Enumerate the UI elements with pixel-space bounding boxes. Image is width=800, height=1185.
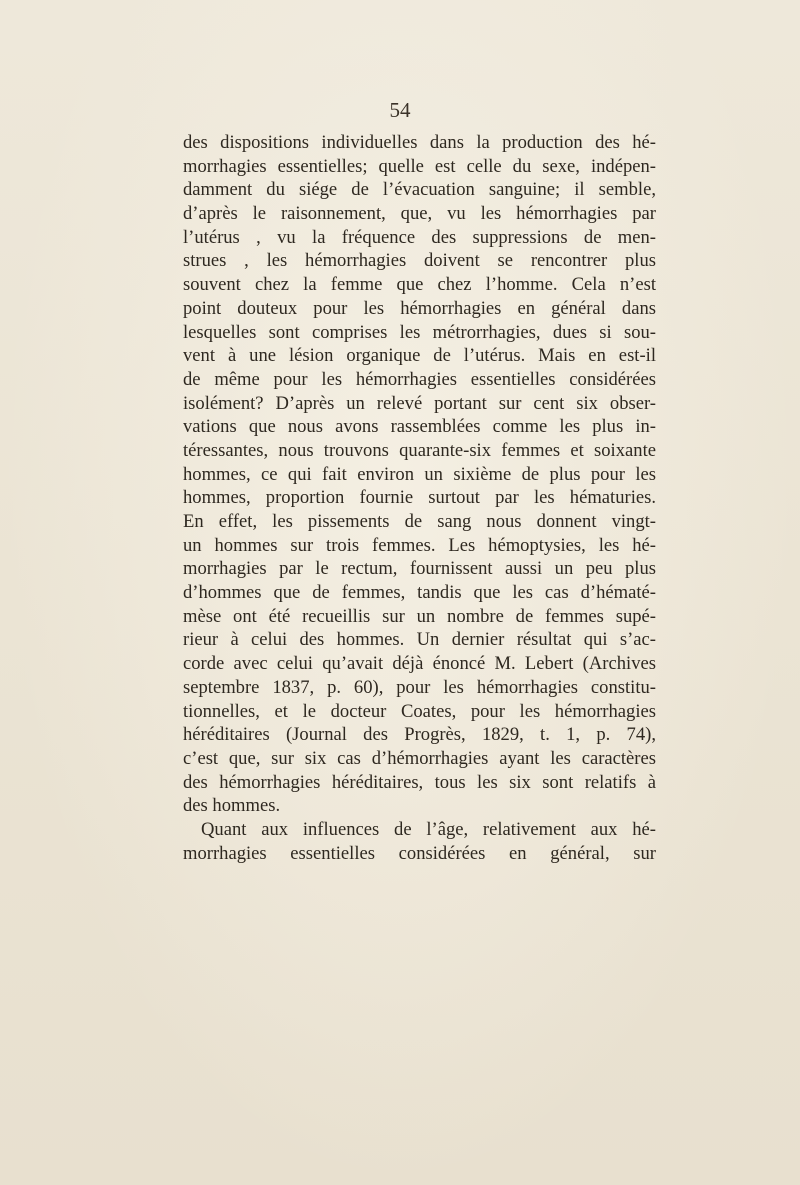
text-line: corde avec celui qu’avait déjà énoncé M. Lebert (Archives bbox=[183, 653, 656, 675]
text-line: Quant aux influences de l’âge, relativement aux hé- bbox=[201, 818, 656, 840]
text-line: des hémorrhagies héréditaires, tous les six sont relatifs à bbox=[183, 771, 656, 793]
text-line: téressantes, nous trouvons quarante-six femmes et soixante bbox=[183, 439, 656, 461]
text-line: c’est que, sur six cas d’hémorrhagies ayant les caractères bbox=[183, 747, 656, 769]
page-number: 54 bbox=[389, 98, 411, 122]
text-line: des hommes. bbox=[183, 795, 281, 817]
text-line: des dispositions individuelles dans la production des hé- bbox=[183, 132, 656, 153]
text-line: mèse ont été recueillis sur un nombre de femmes supé- bbox=[183, 605, 656, 627]
text-line: héréditaires (Journal des Progrès, 1829, t. 1, p. 74), bbox=[183, 724, 656, 746]
text-line: l’utérus , vu la fréquence des suppressions de men- bbox=[183, 226, 656, 248]
text-line: un hommes sur trois femmes. Les hémoptysies, les hé- bbox=[183, 534, 656, 556]
text-line: morrhagies essentielles considérées en général, sur bbox=[183, 842, 656, 864]
text-line: strues , les hémorrhagies doivent se rencontrer plus bbox=[183, 250, 656, 272]
text-line: de même pour les hémorrhagies essentielles considérées bbox=[183, 368, 656, 390]
text-line: d’après le raisonnement, que, vu les hémorrhagies par bbox=[183, 203, 656, 225]
text-line: point douteux pour les hémorrhagies en général dans bbox=[183, 297, 656, 319]
text-line: vent à une lésion organique de l’utérus. Mais en est-il bbox=[183, 345, 656, 367]
text-line: septembre 1837, p. 60), pour les hémorrhagies constitu- bbox=[183, 676, 656, 698]
text-line: morrhagies essentielles; quelle est celle du sexe, indépen- bbox=[183, 155, 656, 177]
text-line: d’hommes que de femmes, tandis que les cas d’hématé- bbox=[183, 582, 656, 604]
text-line: hommes, proportion fournie surtout par les hématuries. bbox=[183, 487, 656, 509]
text-line: lesquelles sont comprises les métrorrhagies, dues si sou- bbox=[183, 321, 656, 343]
text-line: hommes, ce qui fait environ un sixième de plus pour les bbox=[183, 463, 656, 485]
body-text bbox=[183, 131, 656, 865]
text-line: damment du siége de l’évacuation sanguine; il semble, bbox=[183, 179, 656, 201]
text-line: tionnelles, et le docteur Coates, pour les hémorrhagies bbox=[183, 700, 656, 722]
text-line: morrhagies par le rectum, fournissent aussi un peu plus bbox=[183, 558, 656, 580]
text-line: En effet, les pissements de sang nous donnent vingt- bbox=[183, 511, 656, 532]
text-line: isolément? D’après un relevé portant sur cent six obser- bbox=[183, 392, 656, 414]
text-line: vations que nous avons rassemblées comme les plus in- bbox=[183, 416, 656, 438]
text-line: rieur à celui des hommes. Un dernier résultat qui s’ac- bbox=[183, 629, 656, 651]
text-line: souvent chez la femme que chez l’homme. Cela n’est bbox=[183, 274, 656, 296]
